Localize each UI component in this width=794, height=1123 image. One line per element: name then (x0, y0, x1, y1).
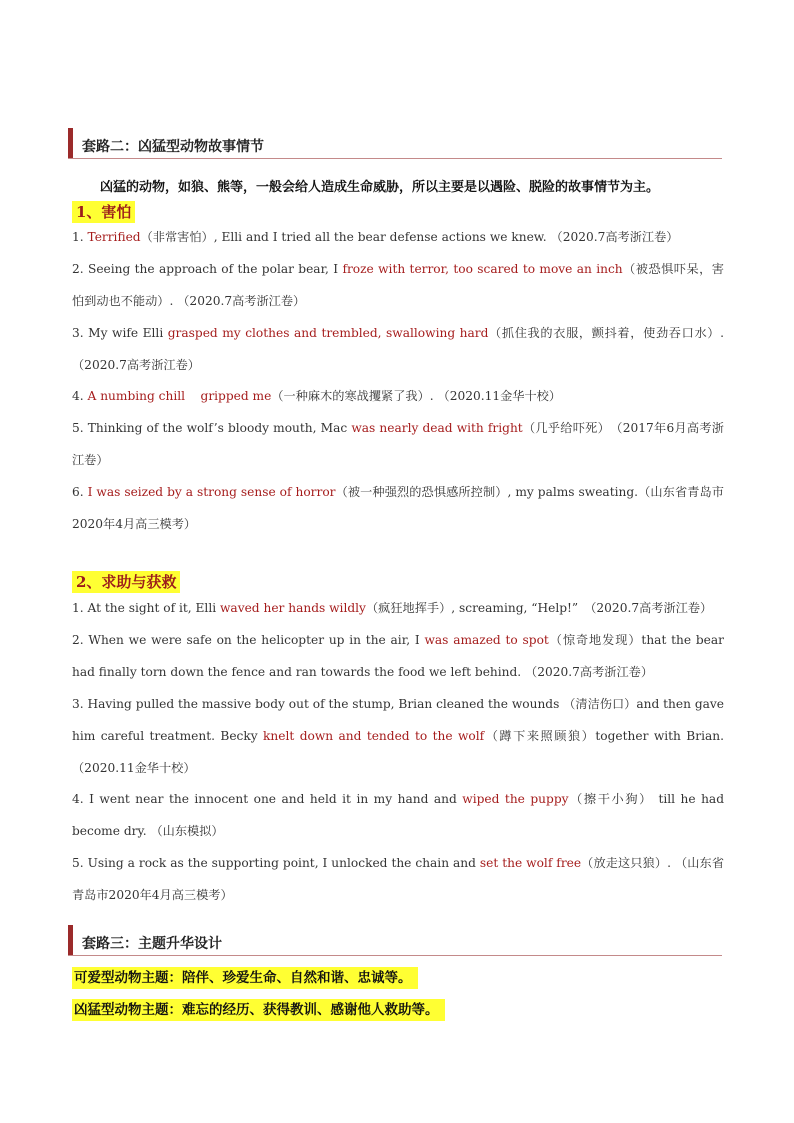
rescue-item-4: 4. I went near the innocent one and held it in my hand and wiped the puppy（擦干小狗） till he had become dry. （山东模拟） (72, 792, 724, 838)
fear-item-2: 2. Seeing the approach of the polar bear, I froze with terror, too scared to move an inch（被恐惧吓呆，害怕到动也不能动）. （2020.7高考浙江卷） (72, 262, 724, 308)
fear-item-4: 4. A numbing chill gripped me（一种麻木的寒战攫紧了我）. （2020.11金华十校） (72, 389, 562, 403)
rescue-item-5: 5. Using a rock as the supporting point, I unlocked the chain and set the wolf free（放走这只狼）. （山东省青岛市2020年4月高三模考） (72, 856, 725, 902)
section-title: 套路二：凶猛型动物故事情节 (82, 139, 264, 155)
intro-paragraph: 凶猛的动物，如狼、熊等，一般会给人造成生命威胁，所以主要是以遇险、脱险的故事情节为主。 (100, 180, 660, 195)
section-title: 套路三：主题升华设计 (82, 936, 222, 952)
fear-item-5: 5. Thinking of the wolf’s bloody mouth, Mac was nearly dead with fright（几乎给吓死） （2017年6月高考浙江卷） (72, 421, 724, 467)
rescue-item-1: 1. At the sight of it, Elli waved her hands wildly（疯狂地挥手）, screaming, “Help!” （2020.7高考浙江卷） (72, 601, 713, 615)
theme-fierce-animals: 凶猛型动物主题：难忘的经历、获得教训、感谢他人救助等。 (72, 999, 445, 1021)
fear-item-6: 6. I was seized by a strong sense of horror（被一种强烈的恐惧感所控制）, my palms sweating.（山东省青岛市2020年4月高三模考） (72, 485, 724, 531)
rescue-item-3: 3. Having pulled the massive body out of the stump, Brian cleaned the wounds （清洁伤口）and then gave him careful treatment. Becky knelt down and tended to the wolf（蹲下来照顾狼）together with Brian. （2020.11金华十校） (72, 697, 725, 775)
subheading-rescue: 2、求助与获救 (72, 571, 180, 593)
fear-item-3: 3. My wife Elli grasped my clothes and trembled, swallowing hard（抓住我的衣服，颤抖着，使劲吞口水）. （2020.7高考浙江卷） (72, 326, 725, 372)
section-heading-2 (68, 128, 722, 159)
section-heading-3 (68, 925, 722, 956)
theme-cute-animals: 可爱型动物主题：陪伴、珍爱生命、自然和谐、忠诚等。 (72, 967, 418, 989)
fear-item-1: 1. Terrified（非常害怕）, Elli and I tried all the bear defense actions we knew. （2020.7高考浙江卷） (72, 230, 679, 244)
subheading-fear: 1、害怕 (72, 201, 135, 223)
section-accent-bar (68, 128, 73, 158)
rescue-item-2: 2. When we were safe on the helicopter up in the air, I was amazed to spot（惊奇地发现）that the bear had finally torn down the fence and ran towards the food we left behind. （2020.7高考浙江卷） (72, 633, 724, 679)
section-accent-bar (68, 925, 73, 955)
